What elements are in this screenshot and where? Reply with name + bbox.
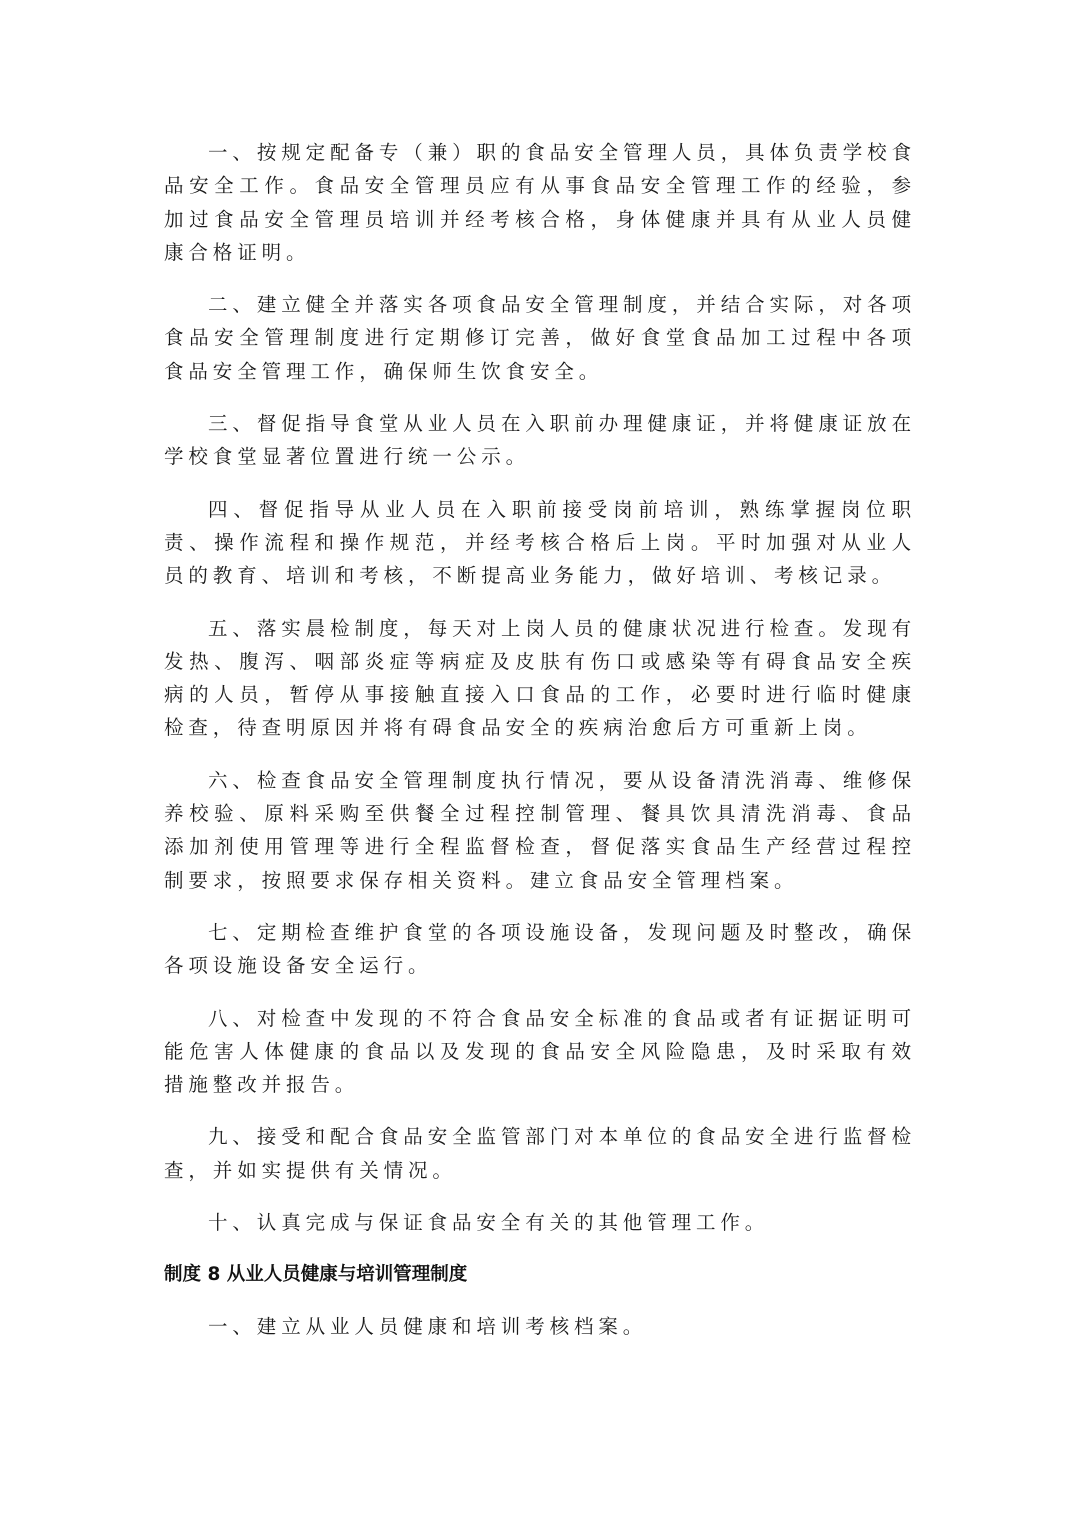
paragraph-9: 九、接受和配合食品安全监管部门对本单位的食品安全进行监督检查，并如实提供有关情况。 — [164, 1125, 916, 1182]
paragraph-2: 二、建立健全并落实各项食品安全管理制度，并结合实际，对各项食品安全管理制度进行定期修订完善，做好食堂食品加工过程中各项食品安全管理工作，确保师生饮食安全。 — [164, 293, 916, 383]
document-body — [164, 136, 916, 1363]
paragraph-3: 三、督促指导食堂从业人员在入职前办理健康证，并将健康证放在学校食堂显著位置进行统一公示。 — [164, 412, 916, 469]
paragraph-10: 十、认真完成与保证食品安全有关的其他管理工作。 — [208, 1211, 770, 1235]
paragraph-4: 四、督促指导从业人员在入职前接受岗前培训，熟练掌握岗位职责、操作流程和操作规范，并经考核合格后上岗。平时加强对从业人员的教育、培训和考核，不断提高业务能力，做好培训、考核记录。 — [164, 497, 916, 588]
paragraph-6: 六、检查食品安全管理制度执行情况，要从设备清洗消毒、维修保养校验、原料采购至供餐全过程控制管理、餐具饮具清洗消毒、食品添加剂使用管理等进行全程监督检查，督促落实食品生产经营过程控制要求，按照要求保存相关资料。建立食品安全管理档案。 — [164, 768, 916, 892]
section-heading: 制度 8 从业人员健康与培训管理制度 — [164, 1264, 468, 1286]
section-paragraph-1: 一、建立从业人员健康和培训考核档案。 — [208, 1315, 648, 1339]
paragraph-8: 八、对检查中发现的不符合食品安全标准的食品或者有证据证明可能危害人体健康的食品以及发现的食品安全风险隐患，及时采取有效措施整改并报告。 — [164, 1006, 916, 1097]
paragraph-7: 七、定期检查维护食堂的各项设施设备，发现问题及时整改，确保各项设施设备安全运行。 — [164, 920, 916, 978]
paragraph-1: 一、按规定配备专（兼）职的食品安全管理人员，具体负责学校食品安全工作。食品安全管理员应有从事食品安全管理工作的经验，参加过食品安全管理员培训并经考核合格，身体健康并具有从业人员健康合格证明。 — [164, 141, 916, 264]
paragraph-5: 五、落实晨检制度，每天对上岗人员的健康状况进行检查。发现有发热、腹泻、咽部炎症等病症及皮肤有伤口或感染等有碍食品安全疾病的人员，暂停从事接触直接入口食品的工作，必要时进行临时健康检查，待查明原因并将有碍食品安全的疾病治愈后方可重新上岗。 — [164, 616, 916, 740]
